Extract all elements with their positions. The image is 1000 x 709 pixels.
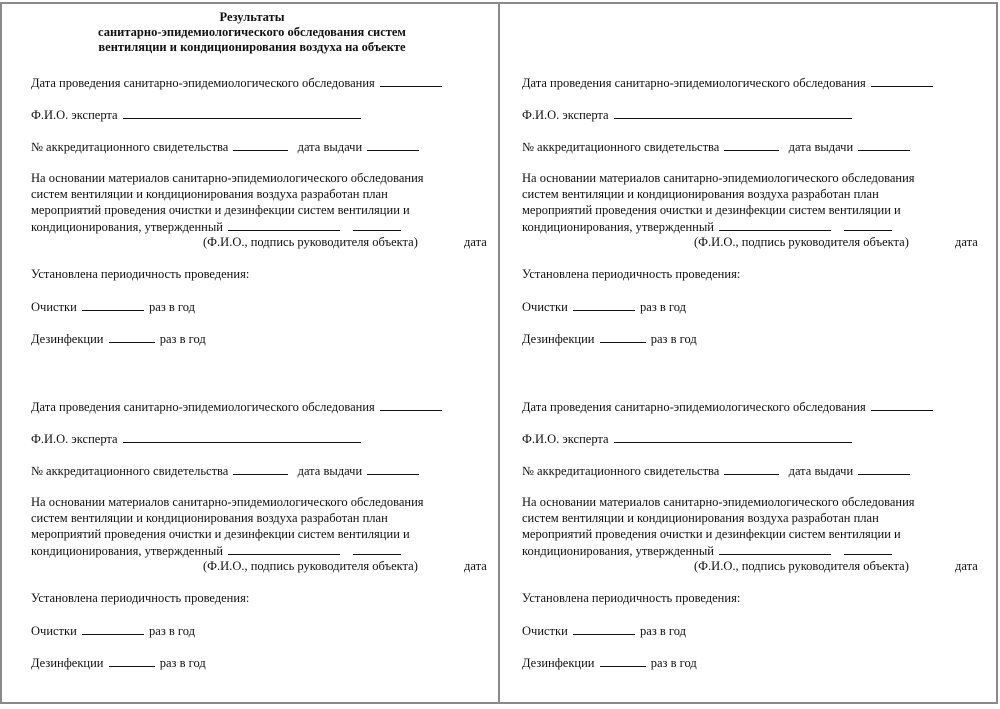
survey-date-label: Дата проведения санитарно-эпидемиологического обследования [31, 76, 375, 90]
issue-date-label: дата выдачи [788, 140, 854, 154]
date-caption: дата [464, 235, 487, 249]
disinfection-row [522, 655, 697, 671]
accreditation-label: № аккредитационного свидетельства [522, 464, 720, 478]
basis-line-2: систем вентиляции и кондиционирования воздуха разработан план [31, 511, 388, 525]
per-year-label: раз в год [159, 656, 206, 670]
disinfection-row [522, 331, 697, 347]
left-page [0, 2, 500, 704]
issue-date-label: дата выдачи [297, 140, 363, 154]
per-year-label: раз в год [650, 332, 697, 346]
signature-caption: (Ф.И.О., подпись руководителя объекта) [694, 559, 909, 573]
signature-caption: (Ф.И.О., подпись руководителя объекта) [203, 559, 418, 573]
survey-date-field[interactable] [871, 75, 933, 87]
approved-label: кондиционирования, утвержденный [522, 220, 714, 234]
basis-line-2: систем вентиляции и кондиционирования воздуха разработан план [31, 187, 388, 201]
basis-line-1: На основании материалов санитарно-эпидемиологического обследования [31, 171, 424, 185]
basis-line-2: систем вентиляции и кондиционирования воздуха разработан план [522, 511, 879, 525]
periodicity-label: Установлена периодичность проведения: [522, 267, 741, 281]
survey-date-row [522, 399, 935, 415]
issue-date-label: дата выдачи [297, 464, 363, 478]
expert-label: Ф.И.О. эксперта [522, 108, 609, 122]
survey-date-field[interactable] [380, 75, 442, 87]
accreditation-number-field[interactable] [233, 463, 288, 475]
expert-label: Ф.И.О. эксперта [31, 108, 118, 122]
accreditation-row [31, 463, 421, 479]
issue-date-field[interactable] [858, 463, 910, 475]
document-title [2, 10, 502, 55]
periodicity-label: Установлена периодичность проведения: [522, 591, 741, 605]
cleaning-row [522, 299, 686, 315]
per-year-label: раз в год [159, 332, 206, 346]
disinfection-frequency-field[interactable] [109, 331, 155, 343]
approved-label: кондиционирования, утвержденный [31, 544, 223, 558]
disinfection-label: Дезинфекции [31, 656, 104, 670]
survey-date-label: Дата проведения санитарно-эпидемиологического обследования [522, 400, 866, 414]
issue-date-field[interactable] [367, 139, 419, 151]
signature-caption: (Ф.И.О., подпись руководителя объекта) [203, 235, 418, 249]
cleaning-frequency-field[interactable] [82, 299, 144, 311]
date-caption: дата [955, 235, 978, 249]
basis-line-1: На основании материалов санитарно-эпидемиологического обследования [522, 495, 915, 509]
cleaning-row [31, 623, 195, 639]
expert-row [31, 107, 363, 123]
basis-line-4-row [522, 543, 894, 559]
title-line-2: санитарно-эпидемиологического обследования систем [98, 25, 406, 39]
expert-label: Ф.И.О. эксперта [31, 432, 118, 446]
cleaning-frequency-field[interactable] [82, 623, 144, 635]
survey-date-label: Дата проведения санитарно-эпидемиологического обследования [31, 400, 375, 414]
approval-date-field[interactable] [844, 219, 892, 231]
accreditation-number-field[interactable] [724, 463, 779, 475]
accreditation-number-field[interactable] [724, 139, 779, 151]
approved-label: кондиционирования, утвержденный [522, 544, 714, 558]
expert-name-field[interactable] [614, 107, 852, 119]
approver-signature-field[interactable] [228, 543, 340, 555]
accreditation-number-field[interactable] [233, 139, 288, 151]
survey-date-row [522, 75, 935, 91]
accreditation-row [31, 139, 421, 155]
cleaning-label: Очистки [522, 624, 568, 638]
expert-name-field[interactable] [123, 107, 361, 119]
title-line-3: вентиляции и кондиционирования воздуха на объекте [98, 40, 406, 54]
issue-date-field[interactable] [858, 139, 910, 151]
accreditation-label: № аккредитационного свидетельства [522, 140, 720, 154]
cleaning-frequency-field[interactable] [573, 623, 635, 635]
disinfection-frequency-field[interactable] [600, 655, 646, 667]
disinfection-row [31, 331, 206, 347]
cleaning-label: Очистки [522, 300, 568, 314]
approval-date-field[interactable] [353, 543, 401, 555]
periodicity-label: Установлена периодичность проведения: [31, 267, 250, 281]
cleaning-row [522, 623, 686, 639]
title-line-1: Результаты [219, 10, 285, 24]
approval-date-field[interactable] [353, 219, 401, 231]
expert-name-field[interactable] [123, 431, 361, 443]
basis-line-2: систем вентиляции и кондиционирования воздуха разработан план [522, 187, 879, 201]
issue-date-label: дата выдачи [788, 464, 854, 478]
basis-line-4-row [31, 543, 403, 559]
disinfection-frequency-field[interactable] [109, 655, 155, 667]
disinfection-label: Дезинфекции [522, 656, 595, 670]
basis-line-3: мероприятий проведения очистки и дезинфекции систем вентиляции и [31, 527, 410, 541]
basis-line-4-row [522, 219, 894, 235]
basis-line-3: мероприятий проведения очистки и дезинфекции систем вентиляции и [31, 203, 410, 217]
date-caption: дата [464, 559, 487, 573]
basis-line-4-row [31, 219, 403, 235]
per-year-label: раз в год [640, 300, 686, 314]
right-page [498, 2, 998, 704]
approver-signature-field[interactable] [228, 219, 340, 231]
survey-date-field[interactable] [380, 399, 442, 411]
basis-line-1: На основании материалов санитарно-эпидемиологического обследования [522, 171, 915, 185]
expert-label: Ф.И.О. эксперта [522, 432, 609, 446]
per-year-label: раз в год [149, 300, 195, 314]
periodicity-label: Установлена периодичность проведения: [31, 591, 250, 605]
approver-signature-field[interactable] [719, 219, 831, 231]
approval-date-field[interactable] [844, 543, 892, 555]
accreditation-row [522, 463, 912, 479]
cleaning-frequency-field[interactable] [573, 299, 635, 311]
cleaning-label: Очистки [31, 624, 77, 638]
expert-row [522, 107, 854, 123]
per-year-label: раз в год [640, 624, 686, 638]
disinfection-label: Дезинфекции [522, 332, 595, 346]
survey-date-label: Дата проведения санитарно-эпидемиологического обследования [522, 76, 866, 90]
survey-date-field[interactable] [871, 399, 933, 411]
basis-line-1: На основании материалов санитарно-эпидемиологического обследования [31, 495, 424, 509]
cleaning-label: Очистки [31, 300, 77, 314]
approved-label: кондиционирования, утвержденный [31, 220, 223, 234]
accreditation-row [522, 139, 912, 155]
basis-line-3: мероприятий проведения очистки и дезинфекции систем вентиляции и [522, 527, 901, 541]
per-year-label: раз в год [650, 656, 697, 670]
accreditation-label: № аккредитационного свидетельства [31, 464, 229, 478]
disinfection-label: Дезинфекции [31, 332, 104, 346]
accreditation-label: № аккредитационного свидетельства [31, 140, 229, 154]
per-year-label: раз в год [149, 624, 195, 638]
expert-row [31, 431, 363, 447]
disinfection-frequency-field[interactable] [600, 331, 646, 343]
approver-signature-field[interactable] [719, 543, 831, 555]
disinfection-row [31, 655, 206, 671]
date-caption: дата [955, 559, 978, 573]
issue-date-field[interactable] [367, 463, 419, 475]
cleaning-row [31, 299, 195, 315]
survey-date-row [31, 75, 444, 91]
basis-line-3: мероприятий проведения очистки и дезинфекции систем вентиляции и [522, 203, 901, 217]
expert-name-field[interactable] [614, 431, 852, 443]
expert-row [522, 431, 854, 447]
survey-date-row [31, 399, 444, 415]
signature-caption: (Ф.И.О., подпись руководителя объекта) [694, 235, 909, 249]
